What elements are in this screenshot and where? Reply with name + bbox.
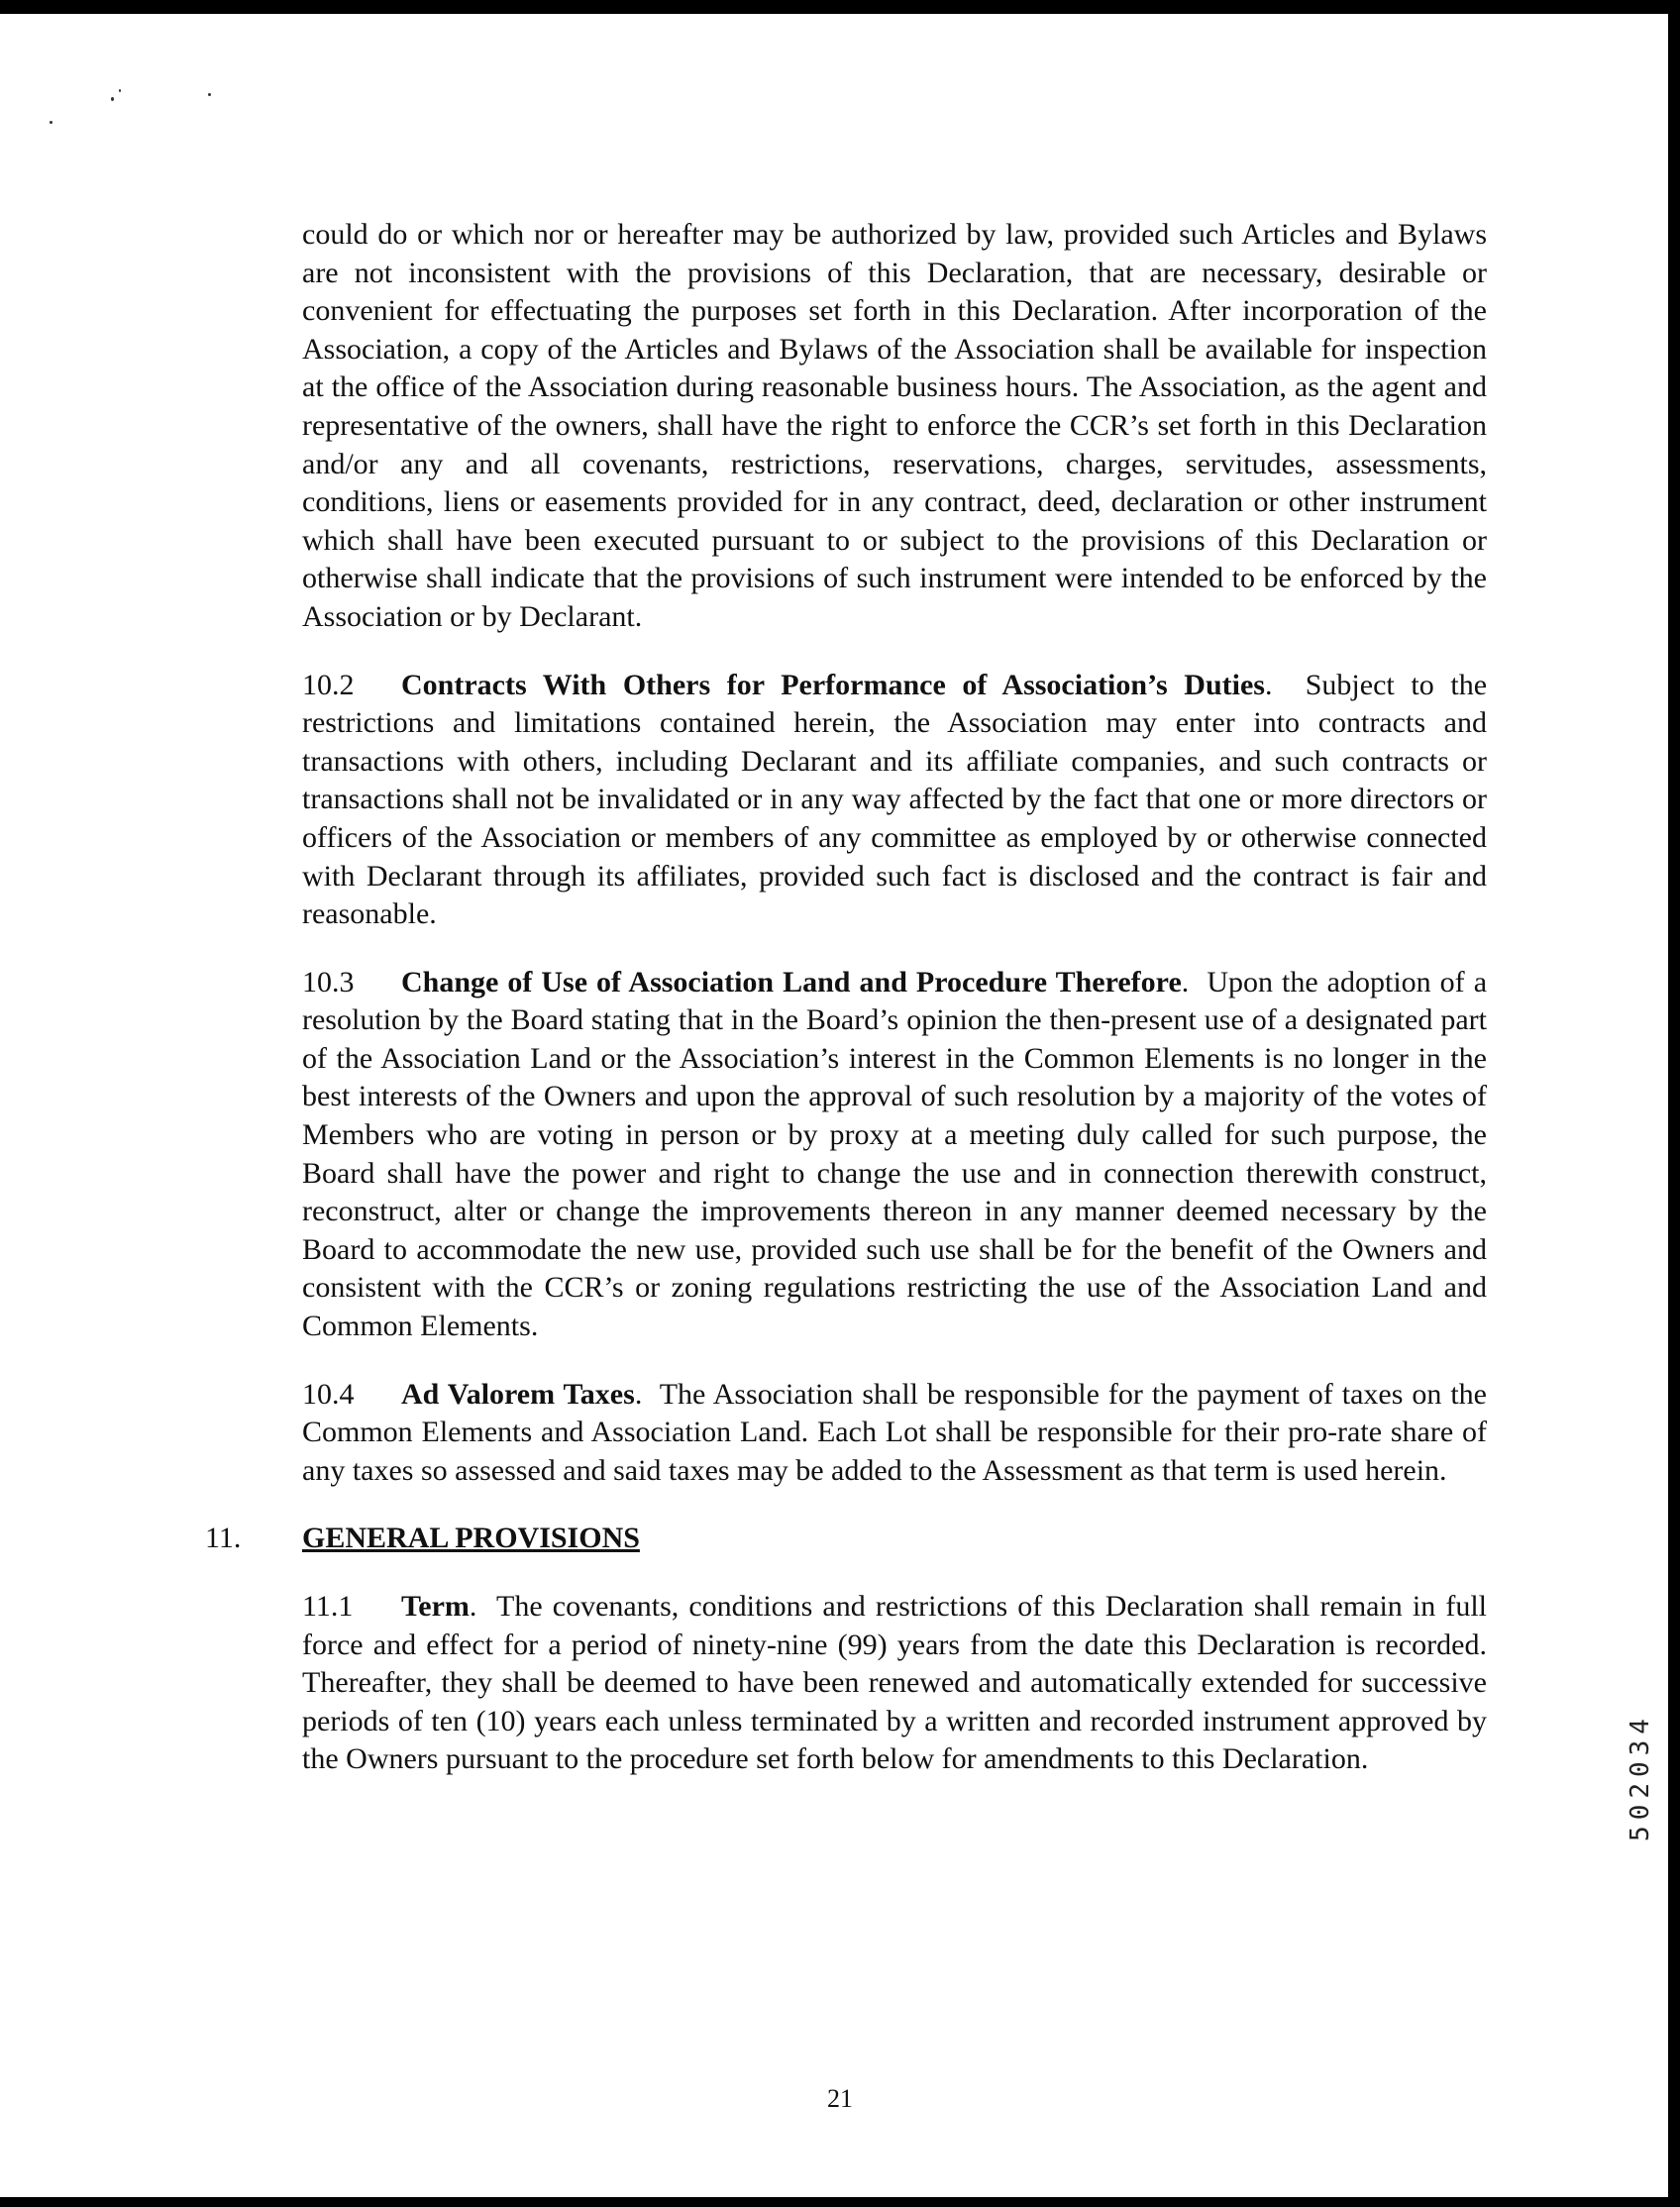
section-text: Upon the adoption of a resolution by the Board stating that in the Board’s opinion the then-present use of a designated part of the Association Land or the Association’s interest in the Common Elements is no longer in the best interests of the Owners and upon the approval of such resolution by a majority of the votes of Members who are voting in person or by proxy at a meeting duly called for such purpose, the Board shall have the power and right to change the use and in connection therewith construct, reconstruct, alter or change the improvements thereon in any manner deemed necessary by the Board to accommodate the new use, provided such use shall be for the benefit of the Owners and consistent with the CCR’s or zoning regulations restricting the use of the Association Land and Common Elements. [302,965,1488,1343]
intro-paragraph: could do or which nor or hereafter may be authorized by law, provided such Articles and Bylaws are not inconsistent with the provisions of this Declaration, that are necessary, desirable or convenient for effectuating the purposes set forth in this Declaration. After incorporation of the Association, a copy of the Articles and Bylaws of the Association shall be available for inspection at the office of the Association during reasonable business hours. The Association, as the agent and representative of the owners, shall have the right to enforce the CCR’s set forth in this Declaration and/or any and all covenants, restrictions, reservations, charges, servitudes, assessments, conditions, liens or easements provided for in any contract, deed, declaration or other instrument which shall have been executed pursuant to or subject to the provisions of this Declaration or otherwise shall indicate that the provisions of such instrument were intended to be enforced by the Association or by Declarant. [302,218,1487,633]
section-text: The covenants, conditions and restrictions of this Declaration shall remain in full force and effect for a period of ninety-nine (99) years from the date this Declaration is recorded. Thereafter, they shall be deemed to have been renewed and automatically extended for successive periods of ten (10) years each unless terminated by a written and recorded instrument approved by the Owners pursuant to the procedure set forth below for amendments to this Declaration. [302,1590,1487,1776]
section-number: 11.1 [302,1590,354,1623]
section-title: Term [401,1590,470,1623]
margin-stamp-text: 502034 [1626,1713,1655,1841]
section-10-4: 10.4 Ad Valorem Taxes. The Association shall be responsible for the payment of taxes on the Common Elements and Association Land. Each Lot shall be responsible for their pro-rate share of any taxes so assessed and said taxes may be added to the Assessment as that term is used herein. [302,1377,1487,1487]
scan-speck [50,121,52,124]
section-title: Contracts With Others for Performance of Association’s Duties [401,668,1265,701]
page-number: 21 [827,2084,853,2113]
article-title: GENERAL PROVISIONS [302,1522,640,1555]
article-heading [205,1520,1487,1558]
section-number: 10.3 [302,965,355,998]
section-text: The Association shall be responsible for the payment of taxes on the Common Elements and Association Land. Each Lot shall be responsible for their pro-rate share of any taxes so assessed and said taxes may be added to the Assessment as that term is used herein. [302,1377,1487,1487]
section-number: 10.4 [302,1377,355,1411]
section-text: Subject to the restrictions and limitations contained herein, the Association may enter into contracts and transactions with others, including Declarant and its affiliate companies, and such contracts or transactions shall not be invalidated or in any way affected by the fact that one or more directors or officers of the Association or members of any committee as employed by or otherwise connected with Declarant through its affiliates, provided such fact is disclosed and the contract is fair and reasonable. [302,668,1488,931]
section-number: 10.2 [302,668,355,701]
section-title: Ad Valorem Taxes [401,1377,635,1411]
article-number: 11. [205,1522,242,1555]
document-page [0,14,1668,2197]
section-11-1: 11.1 Term. The covenants, conditions and restrictions of this Declaration shall remain in full force and effect for a period of ninety-nine (99) years from the date this Declaration is recorded. Thereafter, they shall be deemed to have been renewed and automatically extended for successive periods of ten (10) years each unless terminated by a written and recorded instrument approved by the Owners pursuant to the procedure set forth below for amendments to this Declaration. [302,1590,1487,1776]
scan-speck [119,89,121,92]
margin-stamp [1621,1589,1660,1965]
scan-speck [208,93,211,96]
section-title: Change of Use of Association Land and Procedure Therefore [401,965,1182,998]
document-body [205,216,1488,1809]
section-10-3: 10.3 Change of Use of Association Land and Procedure Therefore. Upon the adoption of a resolution by the Board stating that in the Board’s opinion the then-present use of a designated part of the Association Land or the Association’s interest in the Common Elements is no longer in the best interests of the Owners and upon the approval of such resolution by a majority of the votes of Members who are voting in person or by proxy at a meeting duly called for such purpose, the Board shall have the power and right to change the use and in connection therewith construct, reconstruct, alter or change the improvements thereon in any manner deemed necessary by the Board to accommodate the new use, provided such use shall be for the benefit of the Owners and consistent with the CCR’s or zoning regulations restricting the use of the Association Land and Common Elements. [302,965,1488,1343]
scan-speck [111,97,114,101]
section-10-2: 10.2 Contracts With Others for Performance of Association’s Duties. Subject to the restrictions and limitations contained herein, the Association may enter into contracts and transactions with others, including Declarant and its affiliate companies, and such contracts or transactions shall not be invalidated or in any way affected by the fact that one or more directors or officers of the Association or members of any committee as employed by or otherwise connected with Declarant through its affiliates, provided such fact is disclosed and the contract is fair and reasonable. [302,668,1488,931]
